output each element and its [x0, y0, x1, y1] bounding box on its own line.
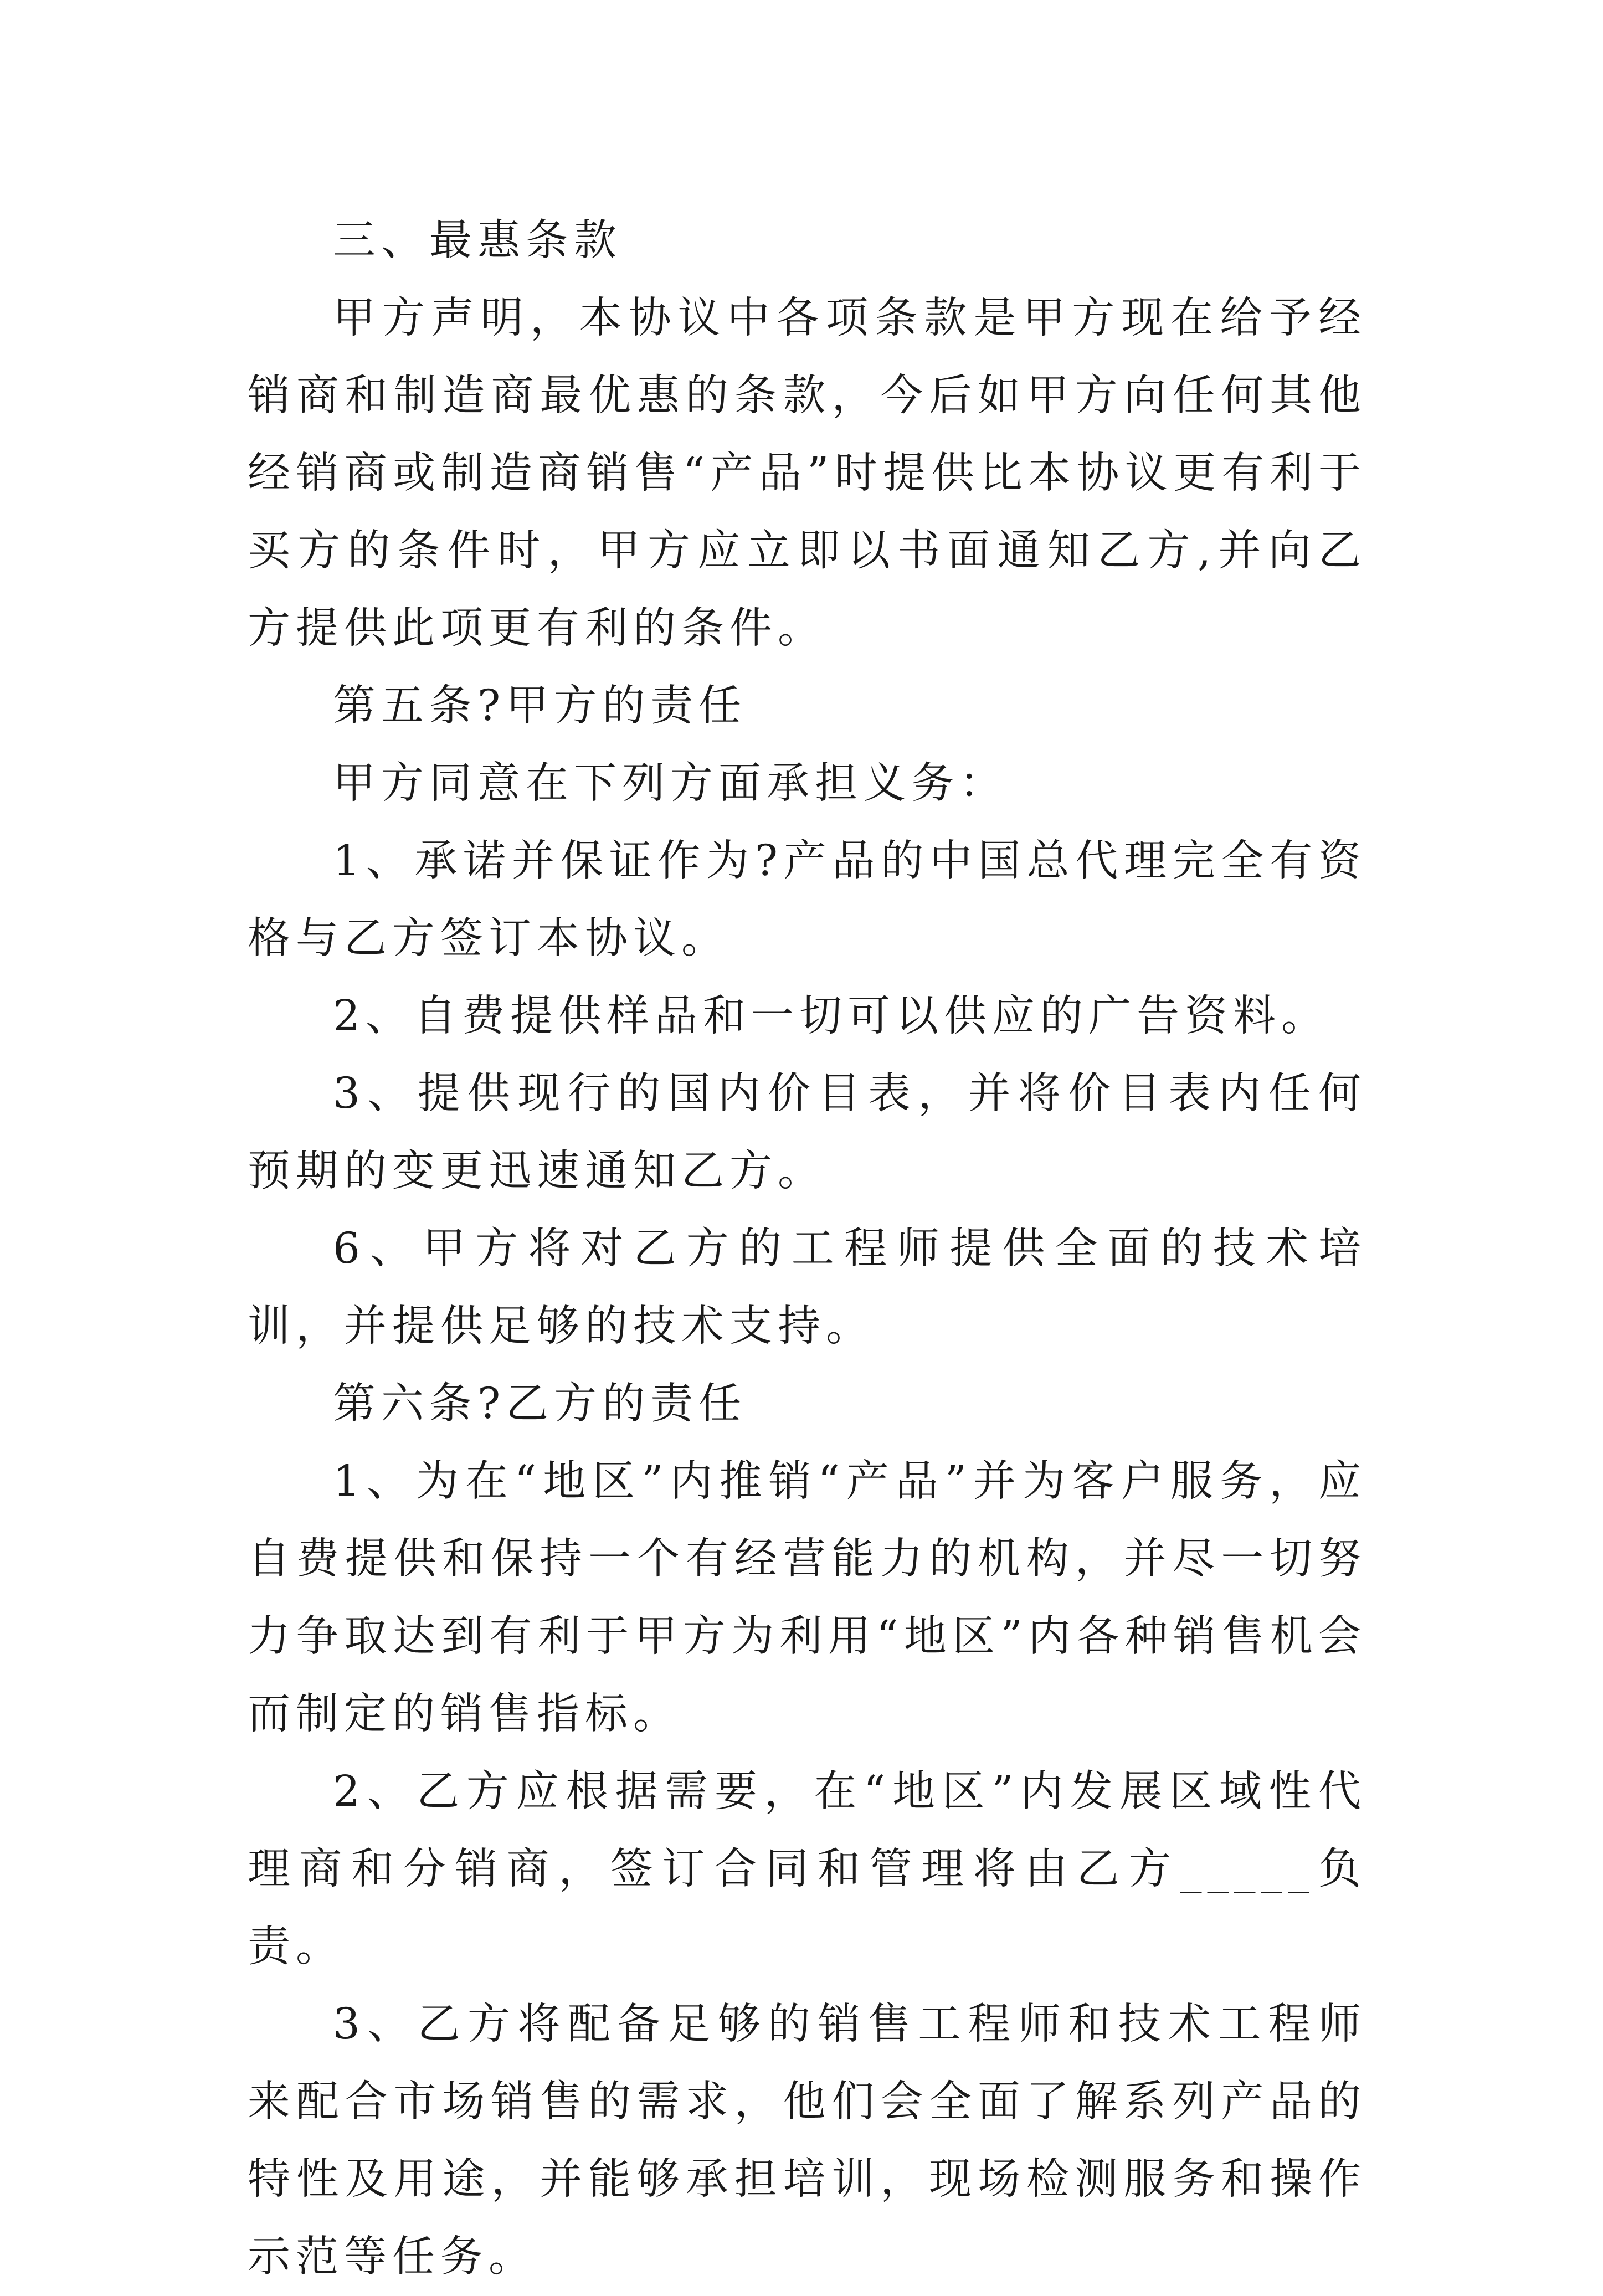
list-item-article-6-1: 1、为在“地区”内推销“产品”并为客户服务，应自费提供和保持一个有经营能力的机构，并尽一切努力争取达到有利于甲方为利用“地区”内各种销售机会而制定的销售指标。 — [248, 1457, 1366, 1739]
paragraph-article-5-intro: 甲方同意在下列方面承担义务： — [333, 759, 1008, 808]
list-item-article-5-6: 6、甲方将对乙方的工程师提供全面的技术培训，并提供足够的技术支持。 — [248, 1224, 1366, 1351]
list-item-article-6-3: 3、乙方将配备足够的销售工程师和技术工程师来配合市场销售的需求，他们会全面了解系列产品的特性及用途，并能够承担培训，现场检测服务和操作示范等任务。 — [248, 2000, 1366, 2282]
list-item-article-5-3: 3、提供现行的国内价目表，并将价目表内任何预期的变更迅速通知乙方。 — [248, 1069, 1366, 1196]
list-item-article-6-2: 2、乙方应根据需要，在“地区”内发展区域性代理商和分销商，签订合同和管理将由乙方_____负责。 — [248, 1767, 1366, 1971]
section-heading-article-6: 第六条?乙方的责任 — [333, 1379, 747, 1429]
document-body — [248, 202, 1366, 2296]
list-item-article-5-2: 2、自费提供样品和一切可以供应的广告资料。 — [333, 992, 1329, 1041]
section-heading-most-favored-clause: 三、最惠条款 — [333, 216, 622, 265]
paragraph-most-favored-clause: 甲方声明，本协议中各项条款是甲方现在给予经销商和制造商最优惠的条款，今后如甲方向任何其他经销商或制造商销售“产品”时提供比本协议更有利于买方的条件时，甲方应立即以书面通知乙方,并向乙方提供此项更有利的条件。 — [248, 294, 1366, 653]
list-item-article-5-1: 1、承诺并保证作为?产品的中国总代理完全有资格与乙方签订本协议。 — [248, 836, 1366, 963]
section-heading-article-5: 第五条?甲方的责任 — [333, 681, 747, 731]
